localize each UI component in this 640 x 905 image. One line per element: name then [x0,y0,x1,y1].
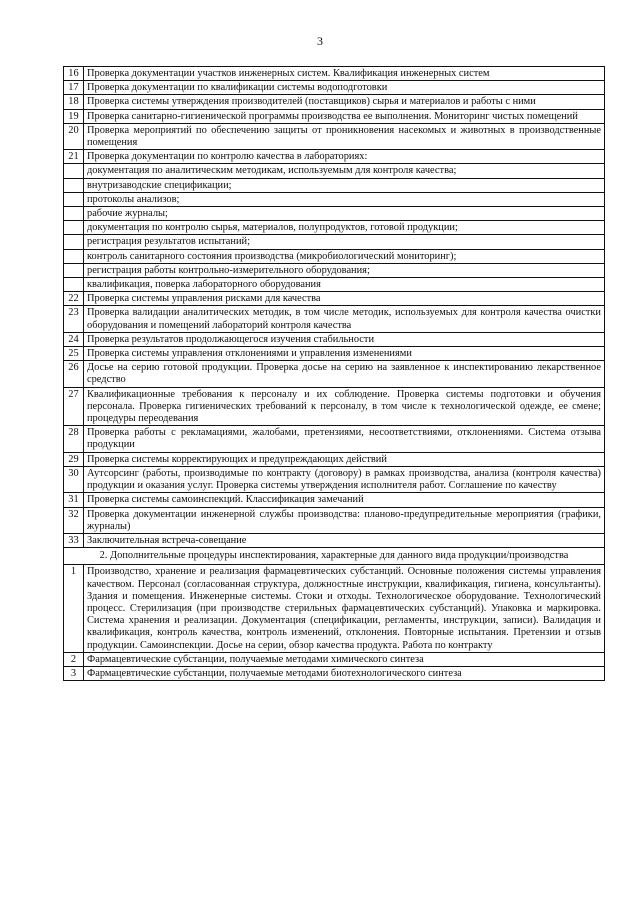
row-number: 26 [64,361,84,387]
row-number: 32 [64,507,84,533]
row-text: Проверка работы с рекламациями, жалобами, претензиями, несоответствиями, отклонениями. Система отзыва продукции [84,426,605,452]
row-number: 16 [64,67,84,81]
row-number [64,249,84,263]
table-row [64,67,605,81]
table-row [64,178,605,192]
row-text: Проверка результатов продолжающегося изучения стабильности [84,332,605,346]
table-row [64,95,605,109]
row-text: Заключительная встреча-совещание [84,533,605,547]
row-text: регистрация работы контрольно-измерительного оборудования; [84,263,605,277]
row-number: 20 [64,123,84,149]
row-text: рабочие журналы; [84,207,605,221]
row-number: 27 [64,387,84,426]
row-text: внутризаводские спецификации; [84,178,605,192]
row-text: Аутсорсинг (работы, производимые по контракту (договору) в рамках производства, анализа (контроля качества) продукции и оказания услуг. Проверка системы утверждения исполнителя работ. Соглашение по качеству [84,466,605,492]
row-number: 21 [64,150,84,164]
table-row [64,347,605,361]
table-row [64,666,605,680]
row-number [64,278,84,292]
table-row [64,493,605,507]
table-row [64,292,605,306]
row-text: контроль санитарного состояния производства (микробиологический мониторинг); [84,249,605,263]
row-number [64,164,84,178]
table-row [64,278,605,292]
row-number: 2 [64,652,84,666]
row-text: Проверка системы управления отклонениями и управления изменениями [84,347,605,361]
row-number: 28 [64,426,84,452]
row-number: 19 [64,109,84,123]
table-row [64,466,605,492]
table-row [64,249,605,263]
row-number: 22 [64,292,84,306]
table-row [64,235,605,249]
row-text: Фармацевтические субстанции, получаемые методами биотехнологического синтеза [84,666,605,680]
row-number [64,207,84,221]
table-row [64,192,605,206]
row-text: Производство, хранение и реализация фармацевтических субстанций. Основные положения системы управления качеством. Персонал (согласованная структура, должностные инструкции, квалификация, гигиена, консультанты). Здания и помещения. Инженерные системы. Стоки и отходы. Технологическое оборудование. Технологический процесс. Стерилизация (при производстве стерильных фармацевтических субстанций). Упаковка и маркировка. Система хранения и реализации. Документация (спецификации, регламенты, инструкции, записи). Валидация и квалификация, контроль качества, контроль изменений, отклонения. Повторные испытания. Претензии и отзыв продукции. Самоинспекции. Досье на серии, обзор качества продукта. Работа по контракту [84,565,605,652]
row-text: протоколы анализов; [84,192,605,206]
row-number: 23 [64,306,84,332]
table-row [64,387,605,426]
row-number: 25 [64,347,84,361]
row-text: квалификация, поверка лабораторного оборудования [84,278,605,292]
table-row [64,164,605,178]
table-row [64,361,605,387]
table-row [64,507,605,533]
row-number: 30 [64,466,84,492]
table-row [64,533,605,547]
row-text: Проверка валидации аналитических методик, в том числе методик, используемых для контроля качества очистки оборудования и помещений лабораторий контроля качества [84,306,605,332]
section-heading-row [64,548,605,565]
row-text: Проверка системы управления рисками для качества [84,292,605,306]
row-text: Проверка документации инженерной службы производства: планово-предупредительные мероприятия (графики, журналы) [84,507,605,533]
row-text: регистрация результатов испытаний; [84,235,605,249]
inspection-procedures-table [63,66,605,681]
row-number [64,192,84,206]
table-row [64,452,605,466]
row-text: Проверка системы самоинспекций. Классификация замечаний [84,493,605,507]
row-text: Проверка санитарно-гигиенической программы производства ее выполнения. Мониторинг чистых помещений [84,109,605,123]
table-row [64,652,605,666]
row-number [64,235,84,249]
row-text: Проверка документации участков инженерных систем. Квалификация инженерных систем [84,67,605,81]
row-number: 24 [64,332,84,346]
row-text: Досье на серию готовой продукции. Проверка досье на серию на заявленное к инспектированию лекарственное средство [84,361,605,387]
row-number: 17 [64,81,84,95]
section-title: 2. Дополнительные процедуры инспектирования, характерные для данного вида продукции/производства [64,548,605,565]
row-text: документация по контролю сырья, материалов, полупродуктов, готовой продукции; [84,221,605,235]
row-number: 33 [64,533,84,547]
row-number: 18 [64,95,84,109]
table-row [64,150,605,164]
row-number: 29 [64,452,84,466]
row-text: Проверка документации по контролю качества в лабораториях: [84,150,605,164]
row-text: документация по аналитическим методикам, используемым для контроля качества; [84,164,605,178]
row-text: Проверка системы утверждения производителей (поставщиков) сырья и материалов и работы с ними [84,95,605,109]
row-text: Проверка системы корректирующих и предупреждающих действий [84,452,605,466]
table-row [64,332,605,346]
row-text: Квалификационные требования к персоналу и их соблюдение. Проверка системы подготовки и обучения персонала. Проверка гигиенических требований к персоналу, в том числе к технологической одежде, ее смене; процедуры переодевания [84,387,605,426]
row-text: Фармацевтические субстанции, получаемые методами химического синтеза [84,652,605,666]
row-number [64,263,84,277]
row-number [64,178,84,192]
table-row [64,81,605,95]
table-row [64,263,605,277]
page-number: 3 [317,34,323,48]
table-row [64,565,605,652]
table-row [64,123,605,149]
table-row [64,221,605,235]
row-number: 31 [64,493,84,507]
table-row [64,306,605,332]
row-number: 1 [64,565,84,652]
table-row [64,207,605,221]
table-row [64,426,605,452]
row-number [64,221,84,235]
row-text: Проверка мероприятий по обеспечению защиты от проникновения насекомых и животных в производственные помещения [84,123,605,149]
table-body [64,67,605,681]
row-text: Проверка документации по квалификации системы водоподготовки [84,81,605,95]
table-row [64,109,605,123]
row-number: 3 [64,666,84,680]
